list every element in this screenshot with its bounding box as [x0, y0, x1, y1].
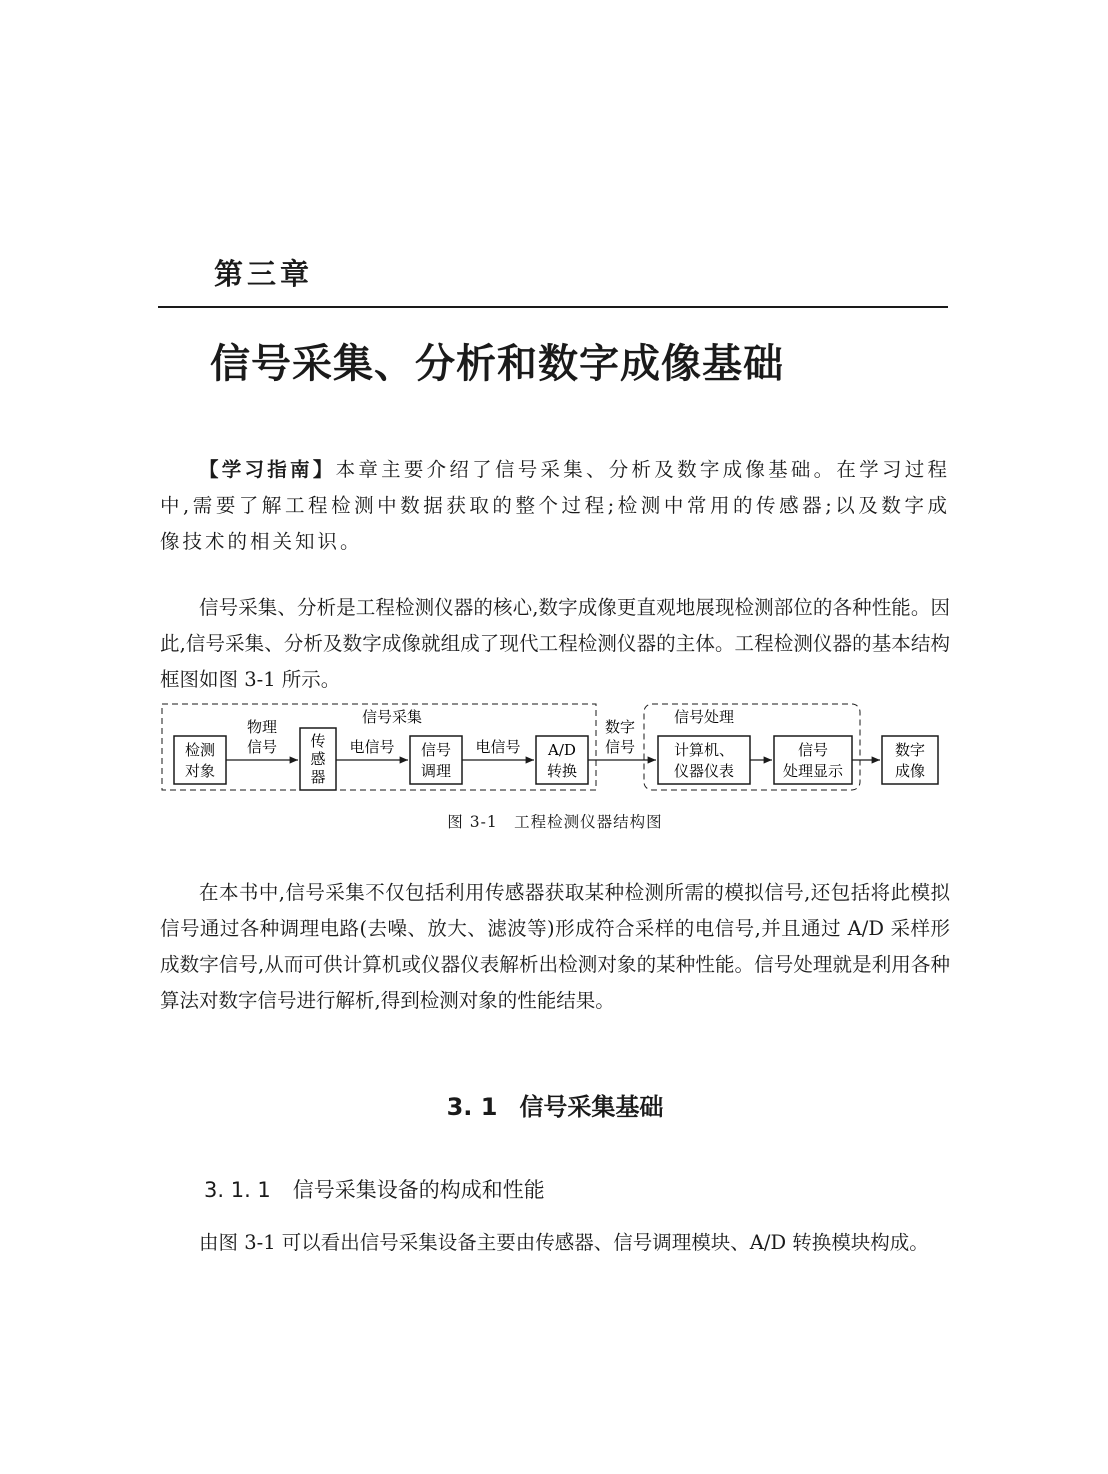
group-label-acquisition: 信号采集 [361, 708, 423, 726]
paragraph-acquisition-components: 由图 3-1 可以看出信号采集设备主要由传感器、信号调理模块、A/D 转换模块构成。 [199, 1231, 929, 1254]
figure-caption: 图 3-1 工程检测仪器结构图 [447, 813, 663, 831]
svg-text:感: 感 [310, 750, 326, 768]
box-detection-object [174, 736, 226, 784]
label-electric-signal-2: 电信号 [475, 738, 521, 756]
svg-text:处理显示: 处理显示 [782, 762, 844, 780]
chapter-label: 第三章 [214, 257, 314, 291]
svg-text:数字: 数字 [894, 741, 926, 759]
paragraph-signal-acquisition: 在本书中,信号采集不仅包括利用传感器获取某种检测所需的模拟信号,还包括将此模拟信号通过各种调理电路(去噪、放大、滤波等)形成符合采样的电信号,并且通过 A/D 采样形成数字信号,从而可供计算机或仪器仪表解析出检测对象的某种性能。信号处理就是利用各种算法对数字信号进行解析,得到检测对象的性能结果。 [160, 881, 950, 1012]
box-sensor [300, 728, 336, 790]
svg-text:成像: 成像 [894, 762, 926, 780]
svg-text:信号: 信号 [420, 741, 452, 759]
label-digital-signal-1: 数字 [604, 718, 636, 736]
subsection-heading [204, 1174, 545, 1204]
study-guide-heading: 【学习指南】 [199, 458, 336, 481]
label-digital-signal-2: 信号 [604, 738, 636, 756]
svg-text:转换: 转换 [546, 762, 578, 780]
instrument-structure-diagram [160, 698, 950, 798]
subsection-title: 信号采集设备的构成和性能 [292, 1178, 545, 1202]
svg-text:A/D: A/D [548, 741, 576, 759]
svg-text:计算机、: 计算机、 [673, 741, 735, 759]
svg-text:传: 传 [310, 732, 326, 750]
box-processing-display [774, 736, 852, 784]
section-heading [160, 1087, 950, 1122]
svg-text:器: 器 [310, 768, 326, 786]
svg-text:检测: 检测 [184, 741, 216, 759]
chapter-rule [158, 306, 948, 308]
group-label-processing: 信号处理 [673, 708, 735, 726]
svg-text:对象: 对象 [184, 762, 216, 780]
label-physical-signal-1: 物理 [246, 718, 278, 736]
svg-text:仪器仪表: 仪器仪表 [673, 762, 735, 780]
study-guide-paragraph [160, 452, 950, 560]
subsection-number: 3. 1. 1 [204, 1178, 271, 1202]
intro-paragraph: 信号采集、分析是工程检测仪器的核心,数字成像更直观地展现检测部位的各种性能。因此,信号采集、分析及数字成像就组成了现代工程检测仪器的主体。工程检测仪器的基本结构框图如图 3-1 所示。 [160, 596, 950, 691]
box-signal-conditioning [410, 736, 462, 784]
box-ad-conversion [536, 736, 588, 784]
box-digital-imaging [882, 736, 938, 784]
chapter-title: 信号采集、分析和数字成像基础 [210, 340, 784, 387]
study-guide-text: 本章主要介绍了信号采集、分析及数字成像基础。在学习过程中,需要了解工程检测中数据获取的整个过程;检测中常用的传感器;以及数字成像技术的相关知识。 [160, 458, 950, 553]
box-computer-instrument [658, 736, 750, 784]
label-electric-signal-1: 电信号 [349, 738, 395, 756]
section-number: 3. 1 [446, 1093, 498, 1121]
svg-text:信号: 信号 [797, 741, 829, 759]
label-physical-signal-2: 信号 [246, 738, 278, 756]
svg-text:调理: 调理 [420, 762, 452, 780]
section-title: 信号采集基础 [519, 1093, 664, 1121]
